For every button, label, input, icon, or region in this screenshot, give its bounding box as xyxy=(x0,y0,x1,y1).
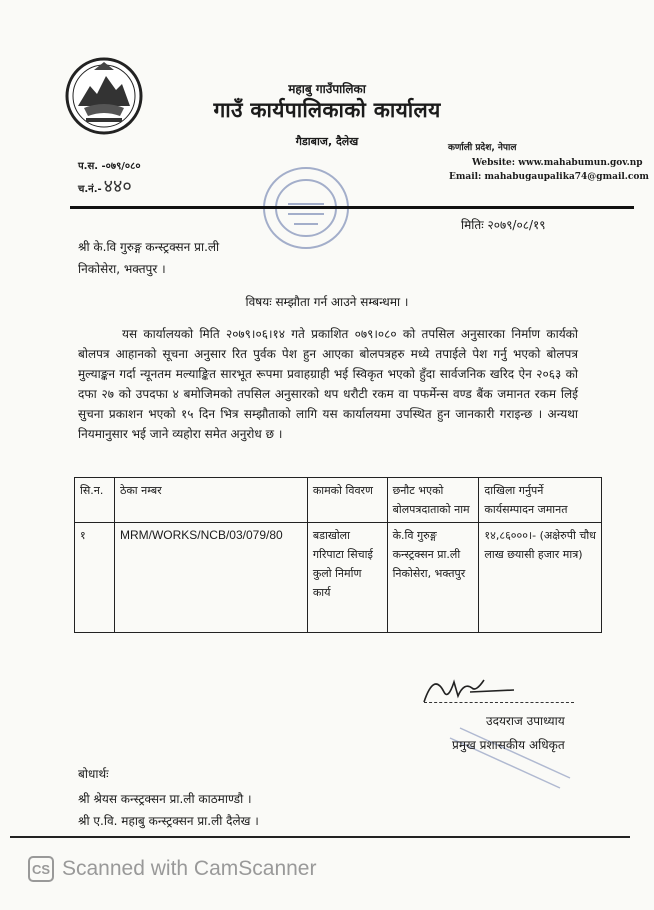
cc-item: श्री ए.वि. महाबु कन्स्ट्रक्सन प्रा.ली दैलेख । xyxy=(78,814,259,828)
signatory-stamp-icon xyxy=(440,718,580,798)
table-header-cell: सि.न. xyxy=(75,478,115,523)
letter-date: मितिः २०७९/०८/१९ xyxy=(461,218,546,232)
cc-label: बोधार्थः xyxy=(78,767,109,781)
table-row xyxy=(75,523,602,633)
camscanner-logo-icon: CS xyxy=(28,856,54,882)
chalani-value: ४४० xyxy=(103,176,132,197)
table-header-cell: छनौट भएको बोलपत्रदाताको नाम xyxy=(387,478,479,523)
recipient-block xyxy=(78,236,219,280)
footer-divider xyxy=(10,836,630,838)
table-cell-contract-number: MRM/WORKS/NCB/03/079/80 xyxy=(114,523,307,633)
contract-table xyxy=(74,477,602,633)
table-header-cell: कामको विवरण xyxy=(307,478,387,523)
table-cell-performance-security: १४,८६०००।- (अक्षेरुपी चौध लाख छयासी हजार मात्र) xyxy=(479,523,602,633)
header-divider xyxy=(70,206,634,209)
email-text: Email: mahabugaupalika74@gmail.com xyxy=(449,172,649,182)
table-cell-serial: १ xyxy=(75,523,115,633)
chalani-label: च.नं.- xyxy=(78,184,102,195)
table-header-row xyxy=(75,478,602,523)
signatory-name: उदयराज उपाध्याय xyxy=(486,714,565,728)
table-cell-work-description: बडाखोला गरिपाटा सिचाई कुलो निर्माण कार्य xyxy=(307,523,387,633)
signatory-title: प्रमुख प्रशासकीय अधिकृत xyxy=(452,738,565,752)
patra-sankhya: प.स. -०७९/०८० xyxy=(78,161,141,172)
office-name: गाउँ कार्यपालिकाको कार्यालय xyxy=(213,98,441,122)
province-label: कर्णाली प्रदेश, नेपाल xyxy=(448,143,517,153)
website-text: Website: www.mahabumun.gov.np xyxy=(472,158,643,168)
recipient-address: निकोसेरा, भक्तपुर । xyxy=(78,262,166,276)
letter-body: यस कार्यालयको मिति २०७९।०६।१४ गते प्रकाशित ०७९।०८० को तपसिल अनुसारका निर्माण कार्यको बोलपत्र आहानको सूचना अनुसार रित पुर्वक पेश हुन आएका बोलपत्रहरु मध्ये तपाईले पेश गर्नु भएको बोलपत्र मुल्याङ्कन गर्दा न्यूनतम मल्याङ्कित सारभूत रूपमा प्रवाहग्राही भई स्विकृत भएको हुँदा सार्वजनिक खरिद ऐन २०६३ को दफा २७ को उपदफा ४ बमोजिमको तपसिल अनुसारको थप धरौटी रकम वा पफर्मेन्स वण्ड बैंक जमानत रकम लिई सुचना प्रकाशन भएको १५ दिन भित्र सम्झौताको लागि यस कार्यालयमा उपस्थित हुन जानकारी गराइन्छ । अन्यथा नियमानुसार भई जाने व्यहोरा समेत अनुरोध छ । xyxy=(78,327,578,441)
table-header-cell: ठेका नम्बर xyxy=(114,478,307,523)
cc-item: श्री श्रेयस कन्स्ट्रक्सन प्रा.ली काठमाण्डौ । xyxy=(78,792,252,806)
recipient-name: श्री के.वि गुरुङ्ग कन्स्ट्रक्सन प्रा.ली xyxy=(78,240,220,254)
camscanner-text: Scanned with CamScanner xyxy=(62,857,317,880)
table-cell-bidder-name: के.वि गुरुङ्ग कन्स्ट्रक्सन प्रा.ली निकोसेरा, भक्तपुर xyxy=(387,523,479,633)
office-address: गैडाबाज, दैलेख xyxy=(295,135,359,148)
table-header-cell: दाखिला गर्नुपर्ने कार्यसम्पादन जमानत xyxy=(479,478,602,523)
signature-icon xyxy=(414,662,534,712)
signature-line xyxy=(424,702,574,703)
chalani-number xyxy=(78,174,132,198)
letter-subject: विषयः सम्झौता गर्न आउने सम्बन्धमा । xyxy=(245,295,409,309)
org-name: महाबु गाउँपालिका xyxy=(288,82,366,96)
camscanner-watermark xyxy=(28,856,316,882)
